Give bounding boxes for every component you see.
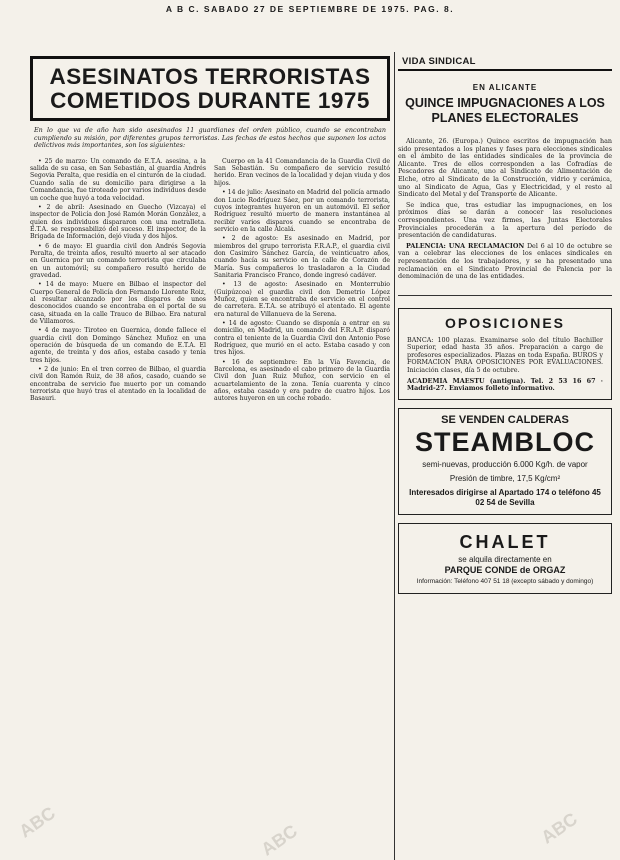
article-column-2 xyxy=(214,158,390,405)
ad-contact: ACADEMIA MAESTU (antigua). Tel. 2 53 16 67 · Madrid-27. Enviamos folleto informativo. xyxy=(407,376,603,393)
paragraph: • 14 de agosto: Cuando se disponía a entrar en su domicilio, en Madrid, un comando del F.R.A.P. disparó contra el teniente de la Guardia Civil don Antonio Pose Rodríguez, que murió en el acto. Estaba casado y con tres hijos. xyxy=(214,320,390,357)
paragraph: • 2 de agosto: Es asesinado en Madrid, por miembros del grupo terrorista F.R.A.P., el guardia civil don Casimiro Sánchez García, de veinticuatro años, cuando hacía su servicio en la calle de Corazón de María. Sus compañeros lo trasladaron a la Ciudad Sanitaria Francisco Franco, donde ingresó cadáver. xyxy=(214,235,390,279)
ad-title: OPOSICIONES xyxy=(444,314,566,331)
paragraph: • 13 de agosto: Asesinado en Monterrubio (Guipúzcoa) el guardia civil don Demetrio López Muñoz, quien se encontraba de servicio en el control de carretera. E.T.A. se atribuyó el atentado. El agente era natural de Villanueva de la Serena. xyxy=(214,281,390,318)
paragraph: • 14 de mayo: Muere en Bilbao el inspector del Cuerpo General de Policía don Fernando Llorente Roiz, al resultar alcanzado por los disparos de unos desconocidos cuando se encontraba en el portal de su casa, situada en la calle Trauco de Bilbao. Era natural de Villamoros. xyxy=(30,281,206,325)
article-column-1 xyxy=(30,158,206,405)
article-title-line-1: QUINCE IMPUGNACIONES A LOS xyxy=(405,96,605,110)
ad-brand: STEAMBLOC xyxy=(415,426,595,457)
paragraph: Cuerpo en la 41 Comandancia de la Guardia Civil de San Sebastián. Su compañero de servicio resultó herido. Eran vecinos de la localidad y dejan viuda y dos hijos. xyxy=(214,157,390,187)
article-kicker: EN ALICANTE xyxy=(472,83,538,92)
page-header: A B C. SABADO 27 DE SEPTIEMBRE DE 1975. PAG. 8. xyxy=(165,4,455,14)
paragraph: Alicante, 26. (Europa.) Quince escritos de impugnación han sido presentados a los planes y fases para elecciones sindicales en el ámbito de las entidades sindicales de la provincia de Alicante. Tres de ellos corresponden a las Cofradías de Pescadores de Alicante, uno al Sindicato de Alimentación de Elche, otro al Sindicato de la Construcción, vidrio y cerámica, uno al Sindicato de Agua, Gas y Electricidad, y el resto al Sindicato del Metal y del Transporte de Alicante. xyxy=(398,137,612,199)
watermark: ABC xyxy=(257,820,301,860)
paragraph: • 2 de junio: En el tren correo de Bilbao, el guardia civil don Ramón Ruiz, de 38 años, casado, cuando se encontraba de servicio fue muerto por un comando terrorista que huyó tras el atentado en la localidad de Basauri. xyxy=(30,366,206,403)
watermark: ABC xyxy=(537,808,581,848)
ad-oposiciones xyxy=(398,308,612,400)
headline-box xyxy=(30,56,390,121)
headline-line-2: COMETIDOS DURANTE 1975 xyxy=(50,88,370,113)
right-column xyxy=(398,56,612,602)
watermark: ABC xyxy=(15,802,59,842)
paragraph: • 14 de julio: Asesinato en Madrid del policía armado don Lucio Rodríguez Sáez, por un comando terrorista, cuyos integrantes huyeron en un automóvil. El señor Rodríguez resultó muerto de manera instantánea al recibir varios disparos cuando se encontraba de servicio en la calle Alcalá. xyxy=(214,189,390,233)
article-title-line-2: PLANES ELECTORALES xyxy=(431,111,579,125)
ad-title: CHALET xyxy=(459,531,551,552)
paragraph: • 4 de mayo: Tiroteo en Guernica, donde fallece el guardia civil don Domingo Sánchez Muñoz en una operación de búsqueda de un comando de E.T.A. El agente, de treinta y dos años, estaba casado y tenía tres hijos. xyxy=(30,327,206,364)
ad-line: PARQUE CONDE de ORGAZ xyxy=(444,564,566,575)
ad-chalet xyxy=(398,523,612,594)
note-body: Del 6 al 10 de octubre se van a celebrar las elecciones de los enlaces sindicales en representación de los trabajadores, y se ha presentado una reclamación en el Sindicato Provincial de Palencia por la denominación de una de las entidades. xyxy=(398,241,612,281)
ad-contact: Información: Teléfono 407 51 18 (excepto sábado y domingo) xyxy=(416,577,594,585)
ad-pressure: Presión de timbre, 17,5 Kg/cm² xyxy=(449,473,561,483)
paragraph: • 25 de marzo: Un comando de E.T.A. asesina, a la salida de su casa, en San Sebastián, al guardia Andrés Segovia Peralta, que residía en el cinturón de la ciudad. Cuando salía de su domicilio para dirigirse a la Comandancia, fue tiroteado por varios individuos desde un coche que huyó a toda velocidad. xyxy=(30,157,206,202)
ad-spec: semi-nuevas, producción 6.000 Kg/h. de vapor xyxy=(422,459,588,469)
paragraph: • 16 de septiembre: En la Vía Favencia, de Barcelona, es asesinado el cabo primero de la Guardia Civil don Juan Ruiz Muñoz, con servicio en el acuartelamiento de la zona. Tenía cuarenta y cinco años, estaba casado y era padre de cuatro hijos. Los autores huyeron en un coche robado. xyxy=(214,358,390,403)
paragraph: Se indica que, tras estudiar las impugnaciones, en los próximos días se darán a conocer las resoluciones correspondientes. Una vez firmes, las Juntas Electorales Provinciales procederán a la apertura del período de presentación de candidaturas. xyxy=(398,200,612,240)
ad-headline: SE VENDEN CALDERAS xyxy=(441,413,569,426)
main-article xyxy=(30,56,390,856)
headline-line-1: ASESINATOS TERRORISTAS xyxy=(49,64,371,89)
ad-line: se alquila directamente en xyxy=(458,554,552,564)
article-columns xyxy=(30,158,390,405)
column-divider xyxy=(394,52,395,860)
ad-calderas xyxy=(398,408,612,515)
paragraph: • 6 de mayo: El guardia civil don Andrés Segovia Peralta, de treinta años, resultó muerto al ser atacado en Guernica por un comando terrorista que circulaba en un automóvil; su compañero resultó herido de gravedad. xyxy=(30,242,206,279)
note xyxy=(398,243,612,281)
paragraph: • 2 de abril: Asesinado en Guecho (Vizcaya) el inspector de Policía don José Ramón Morán González, a quien dos individuos dispararon con una metralleta. E.T.A. se responsabilizó del suceso. El inspector, de la Brigada de Información, dejó viuda y dos hijos. xyxy=(30,203,206,241)
ad-body: BANCA: 100 plazas. Examinarse solo del título Bachiller Superior, edad hasta 35 años. Preparación a cargo de profesores especializados. Plazas en toda España. BUROS y FORMACION PARA OPOSICIONES POR EVALUACIONES. Iniciación clases, día 5 de octubre. xyxy=(407,335,603,375)
article-lede: En lo que va de año han sido asesinados 11 guardianes del orden público, cuando se encontraban cumpliendo su misión, por diferentes grupos terroristas. Las fechas de estos hechos que suponen los actos delictivos más importantes, son los siguientes: xyxy=(34,126,386,150)
section-label: VIDA SINDICAL xyxy=(398,56,612,71)
divider xyxy=(398,295,612,296)
ad-contact: Interesados dirigirse al Apartado 174 o teléfono 45 02 54 de Sevilla xyxy=(409,487,601,507)
note-title: PALENCIA: UNA RECLAMACION xyxy=(406,241,525,250)
